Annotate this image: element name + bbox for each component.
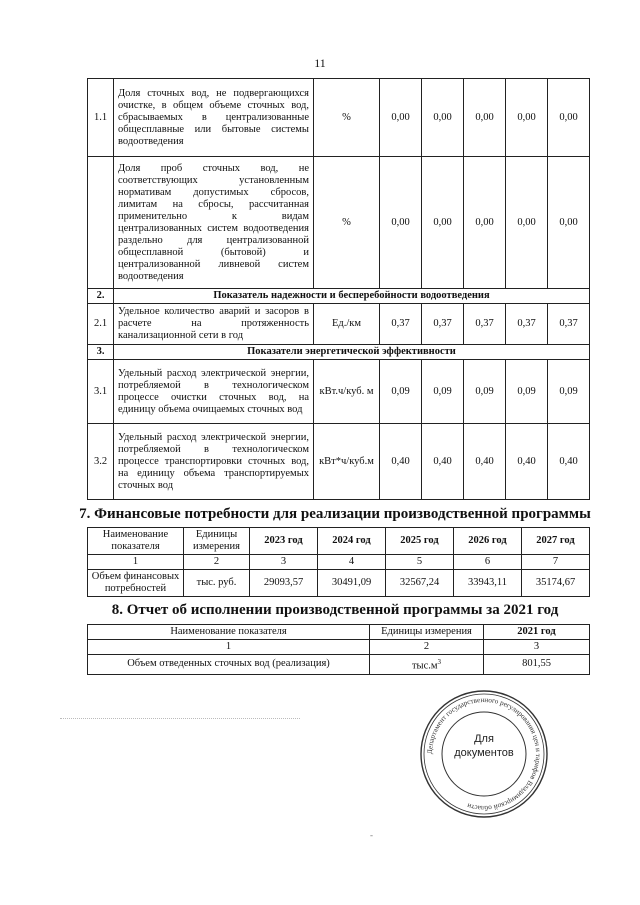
section-8-title: 8. Отчет об исполнении производственной программы за 2021 год [111,602,559,618]
table-row [88,424,590,500]
column-number: 1 [88,555,184,570]
indicator-unit: Ед./км [314,304,380,345]
column-number: 6 [454,555,522,570]
value-cell: 0,37 [506,304,548,345]
column-header: 2027 год [522,528,590,555]
value-cell: 0,00 [548,157,590,289]
table-row [88,157,590,289]
value-cell: 0,40 [422,424,464,500]
indicators-table [87,78,590,500]
row-number: 1.1 [88,79,114,157]
row-unit: $тыс.м^3$ [370,655,484,675]
section-header-row [88,289,590,304]
value-cell: 0,37 [548,304,590,345]
svg-text:Департамент государственного р: Департамент государственного регулирования цен и тарифов Владимирской области [425,695,543,813]
column-header: 2023 год [250,528,318,555]
column-number: 1 [88,640,370,655]
table-row [88,304,590,345]
column-number-row [88,555,590,570]
official-stamp [418,688,550,820]
value-cell: 0,09 [380,360,422,424]
value-cell: 0,40 [464,424,506,500]
table-row [88,79,590,157]
financial-needs-table [87,527,590,597]
column-header: 2024 год [318,528,386,555]
indicator-description: Удельный расход электрической энергии, потребляемой в технологическом процессе транспортировки сточных вод, на единицу объема транспортируемых сточных вод [114,424,314,500]
table-row [88,655,590,675]
stamp-center-text: Для документов [454,733,514,759]
table-row [88,360,590,424]
table-header-row [88,625,590,640]
column-header: Единицы измерения [370,625,484,640]
indicator-description: Доля проб сточных вод, не соответствующих установленным нормативам допустимых сбросов, лимитам на сбросы, рассчитанная применительно к видам централизованных систем водоотведения раздельно для централизованной общесплавной (бытовой) и централизованной ливневой систем водоотведения [114,157,314,289]
row-number: 2.1 [88,304,114,345]
indicator-description: Удельный расход электрической энергии, потребляемой в технологическом процессе очистки сточных вод, на единицу объема очищаемых сточных вод [114,360,314,424]
row-unit: тыс. руб. [184,570,250,597]
section-title: Показатели энергетической эффективности [114,345,590,360]
section-number: 2. [88,289,114,304]
indicator-unit: кВт.ч/куб. м [314,360,380,424]
column-number: 7 [522,555,590,570]
column-header: Наименование показателя [88,625,370,640]
section-title: Показатель надежности и бесперебойности водоотведения [114,289,590,304]
page-number: 11 [314,56,326,70]
value-cell: 0,09 [464,360,506,424]
row-number: 3.1 [88,360,114,424]
section-number: 3. [88,345,114,360]
table-header-row [88,528,590,555]
row-name: Объем финансовых потребностей [88,570,184,597]
indicator-unit: % [314,157,380,289]
value-cell: 29093,57 [250,570,318,597]
row-number: 3.2 [88,424,114,500]
indicator-unit: кВт*ч/куб.м [314,424,380,500]
value-cell: 0,40 [380,424,422,500]
value-cell: 0,37 [422,304,464,345]
table-row [88,570,590,597]
value-cell: 0,00 [506,79,548,157]
value-cell: 33943,11 [454,570,522,597]
value-cell: 0,09 [506,360,548,424]
column-number: 5 [386,555,454,570]
column-number: 2 [184,555,250,570]
column-number: 2 [370,640,484,655]
column-header: Единицы измерения [184,528,250,555]
value-cell: 35174,67 [522,570,590,597]
indicator-description: Доля сточных вод, не подвергающихся очистке, в общем объеме сточных вод, сбрасываемых в централизованные общесплавные или бытовые системы водоотведения [114,79,314,157]
section-7-title: 7. Финансовые потребности для реализации производственной программы [79,506,591,522]
value-cell: 0,00 [422,79,464,157]
value-cell: 0,09 [548,360,590,424]
value-cell: 0,40 [548,424,590,500]
value-cell: 0,40 [506,424,548,500]
value-cell: 30491,09 [318,570,386,597]
column-number: 3 [484,640,590,655]
column-number: 4 [318,555,386,570]
column-header: 2026 год [454,528,522,555]
value-cell: 0,00 [548,79,590,157]
value-cell: 0,00 [422,157,464,289]
column-number-row [88,640,590,655]
value-cell: 0,00 [380,79,422,157]
value-cell: 32567,24 [386,570,454,597]
indicator-unit: % [314,79,380,157]
column-header: 2021 год [484,625,590,640]
small-mark: - [370,830,373,840]
report-table [87,624,590,675]
value-cell: 0,37 [464,304,506,345]
value-cell: 801,55 [484,655,590,675]
row-name: Объем отведенных сточных вод (реализация) [88,655,370,675]
column-header: 2025 год [386,528,454,555]
value-cell: 0,00 [380,157,422,289]
column-header: Наименование показателя [88,528,184,555]
value-cell: 0,00 [506,157,548,289]
value-cell: 0,09 [422,360,464,424]
indicator-description: Удельное количество аварий и засоров в расчете на протяженность канализационной сети в год [114,304,314,345]
dotted-line [60,718,300,719]
section-header-row [88,345,590,360]
value-cell: 0,00 [464,157,506,289]
value-cell: 0,37 [380,304,422,345]
row-number [88,157,114,289]
value-cell: 0,00 [464,79,506,157]
column-number: 3 [250,555,318,570]
